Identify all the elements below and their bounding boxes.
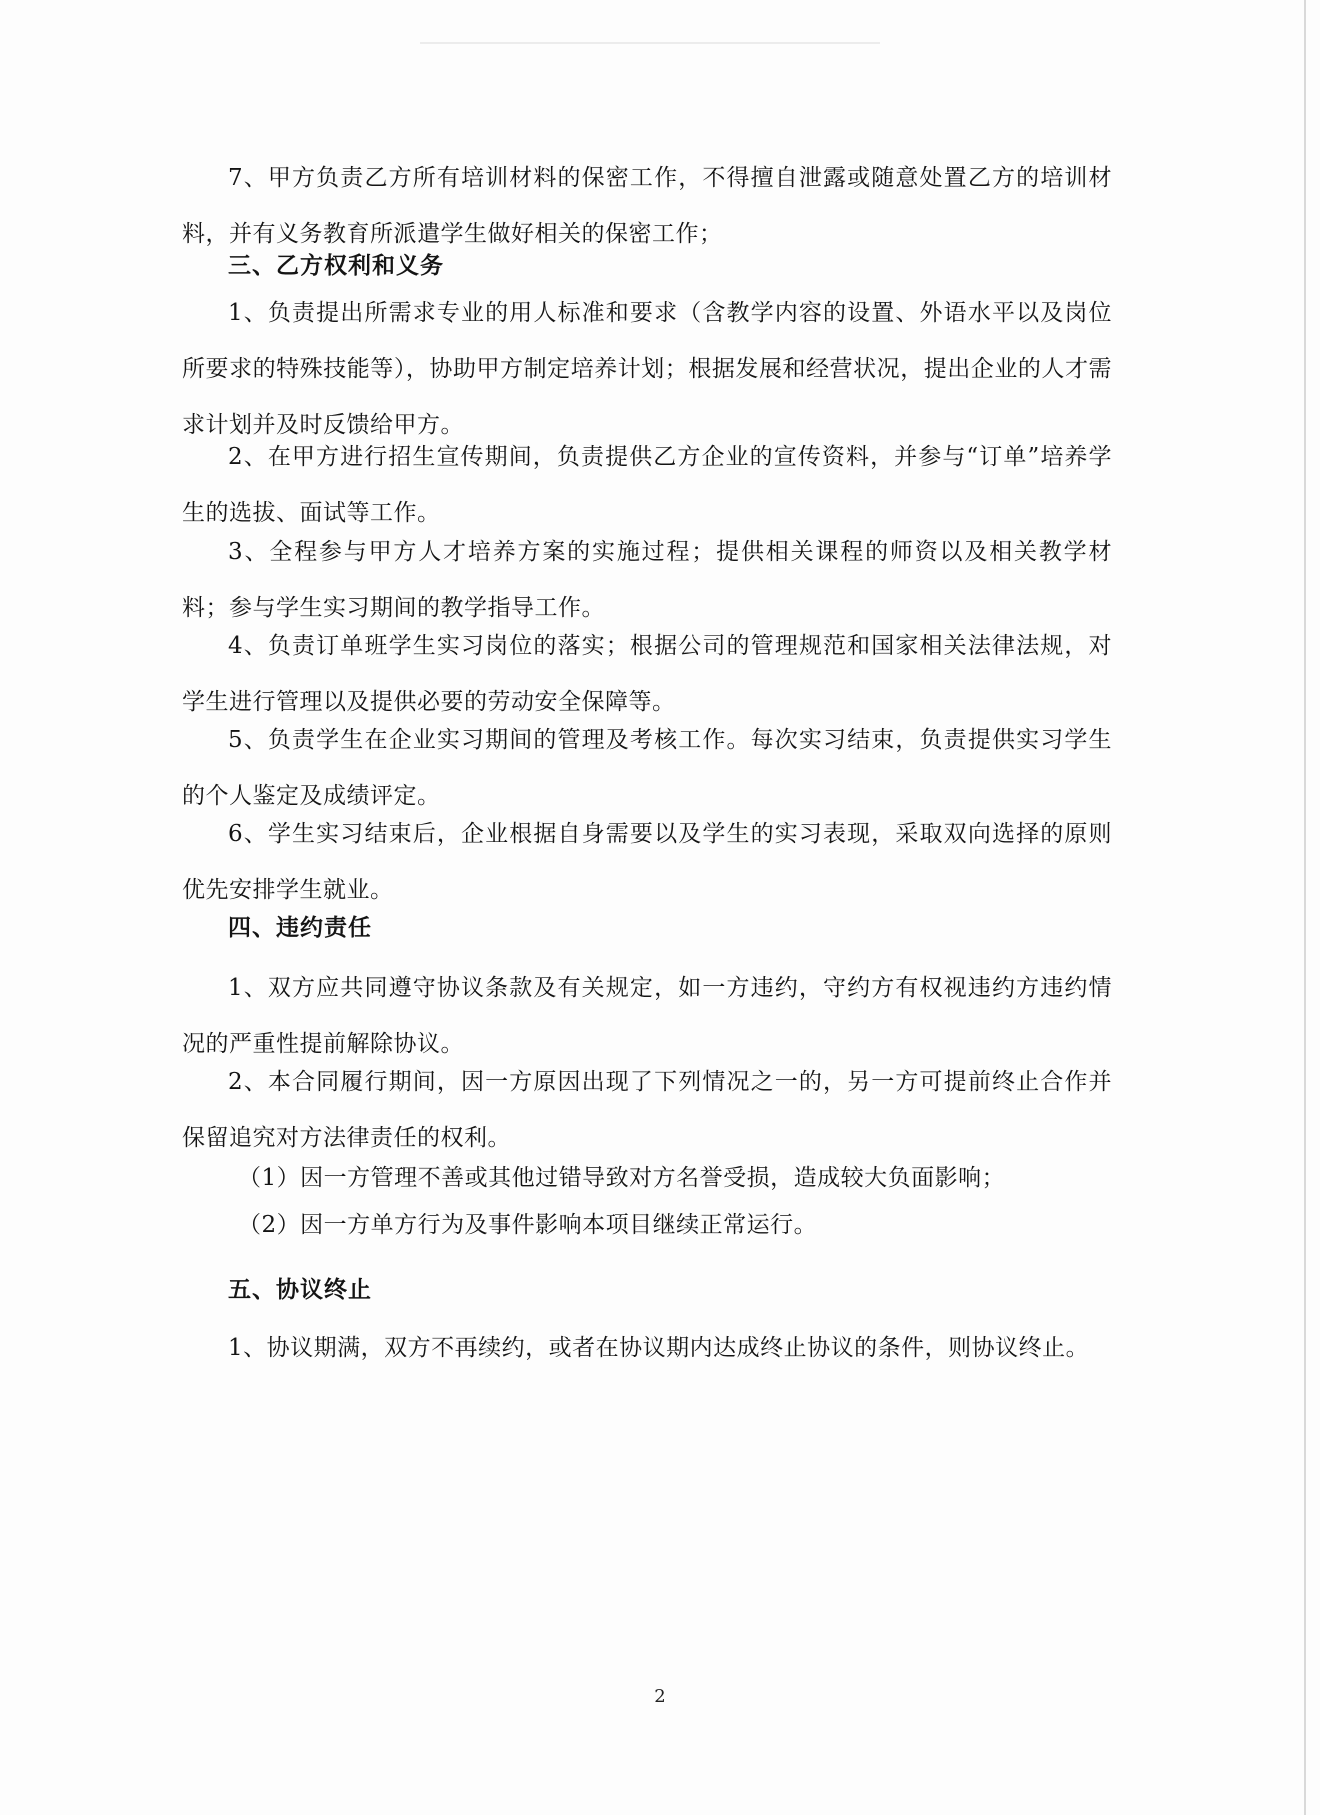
sub-clause-2: （2）因一方单方行为及事件影响本项目继续正常运行。 bbox=[238, 1212, 818, 1238]
clause-7-confidentiality: 7、甲方负责乙方所有培训材料的保密工作，不得擅自泄露或随意处置乙方的培训材料，并有义务教育所派遣学生做好相关的保密工作； bbox=[182, 165, 1112, 247]
section-heading-breach: 四、违约责任 bbox=[228, 914, 372, 941]
sub-clause-1: （1）因一方管理不善或其他过错导致对方名誉受损，造成较大负面影响； bbox=[238, 1165, 1006, 1191]
clause-b5-assessment: 5、负责学生在企业实习期间的管理及考核工作。每次实习结束，负责提供实习学生的个人鉴定及成绩评定。 bbox=[182, 727, 1112, 809]
section-heading-termination: 五、协议终止 bbox=[228, 1276, 372, 1303]
section-heading-party-b-rights: 三、乙方权利和义务 bbox=[228, 252, 444, 279]
clause-b2-recruitment: 2、在甲方进行招生宣传期间，负责提供乙方企业的宣传资料，并参与“订单”培养学生的选拔、面试等工作。 bbox=[182, 444, 1112, 526]
clause-b4-internship-posts: 4、负责订单班学生实习岗位的落实；根据公司的管理规范和国家相关法律法规，对学生进行管理以及提供必要的劳动安全保障等。 bbox=[182, 633, 1112, 715]
page-number: 2 bbox=[654, 1686, 666, 1707]
clause-b3-training: 3、全程参与甲方人才培养方案的实施过程；提供相关课程的师资以及相关教学材料；参与学生实习期间的教学指导工作。 bbox=[182, 539, 1112, 621]
clause-b1-requirements: 1、负责提出所需求专业的用人标准和要求（含教学内容的设置、外语水平以及岗位所要求的特殊技能等），协助甲方制定培养计划；根据发展和经营状况，提出企业的人才需求计划并及时反馈给甲方。 bbox=[182, 300, 1112, 438]
clause-termination-1: 1、协议期满，双方不再续约，或者在协议期内达成终止协议的条件，则协议终止。 bbox=[228, 1335, 1090, 1361]
clause-breach-2: 2、本合同履行期间，因一方原因出现了下列情况之一的，另一方可提前终止合作并保留追究对方法律责任的权利。 bbox=[182, 1069, 1112, 1151]
clause-b6-employment: 6、学生实习结束后，企业根据自身需要以及学生的实习表现，采取双向选择的原则优先安排学生就业。 bbox=[182, 821, 1112, 903]
scan-edge bbox=[1304, 0, 1306, 1815]
clause-breach-1: 1、双方应共同遵守协议条款及有关规定，如一方违约，守约方有权视违约方违约情况的严重性提前解除协议。 bbox=[182, 975, 1112, 1057]
scan-mark bbox=[420, 42, 880, 44]
